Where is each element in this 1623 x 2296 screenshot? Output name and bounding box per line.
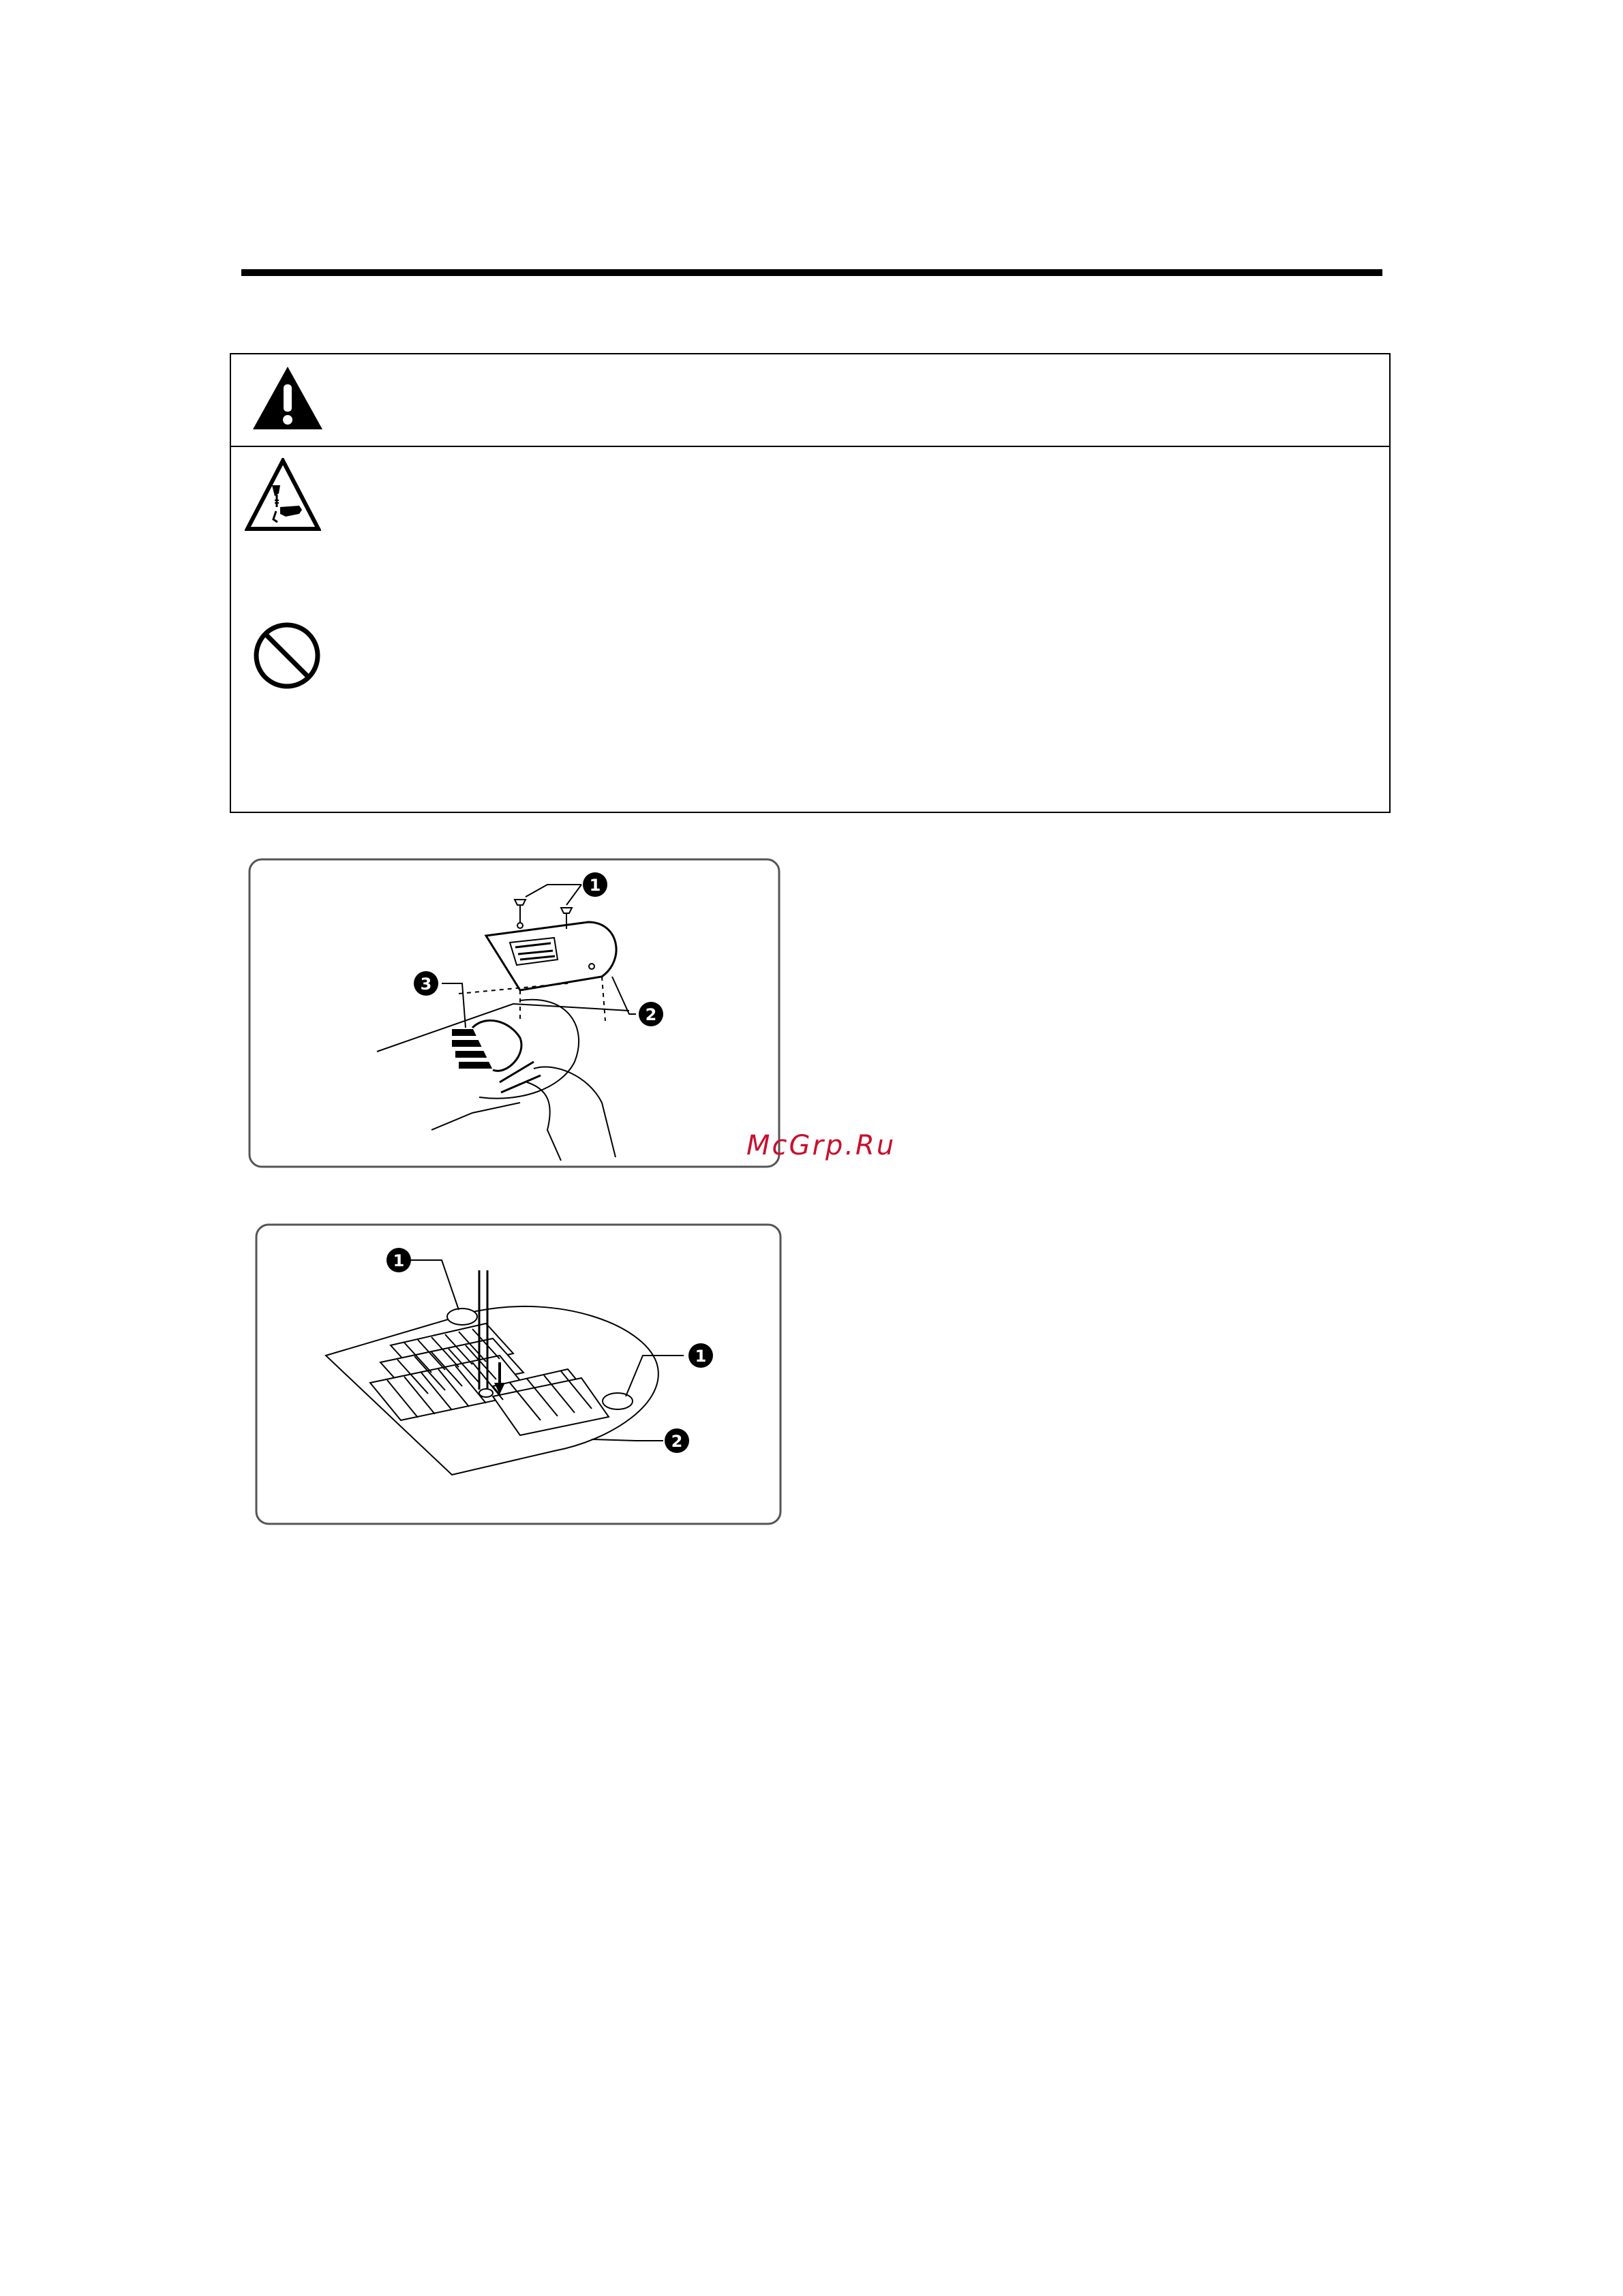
callout-2: 2	[671, 1432, 683, 1451]
figure-throat-plate-removal	[247, 857, 781, 1169]
warning-triangle-icon	[250, 364, 325, 432]
watermark: McGrp.Ru	[746, 1130, 896, 1161]
hand-injury-icon	[245, 458, 321, 533]
warning-box	[230, 353, 1391, 813]
figure-throat-plate-installation	[254, 1223, 783, 1526]
callout-1-left: 1	[393, 1251, 405, 1270]
callout-1-right: 1	[695, 1347, 707, 1366]
callout-2: 2	[645, 1005, 657, 1024]
prohibition-icon	[252, 620, 322, 691]
callout-3: 3	[420, 975, 432, 994]
callout-1: 1	[589, 876, 601, 895]
warning-header-divider	[231, 446, 1389, 447]
section-rule	[241, 269, 1382, 276]
